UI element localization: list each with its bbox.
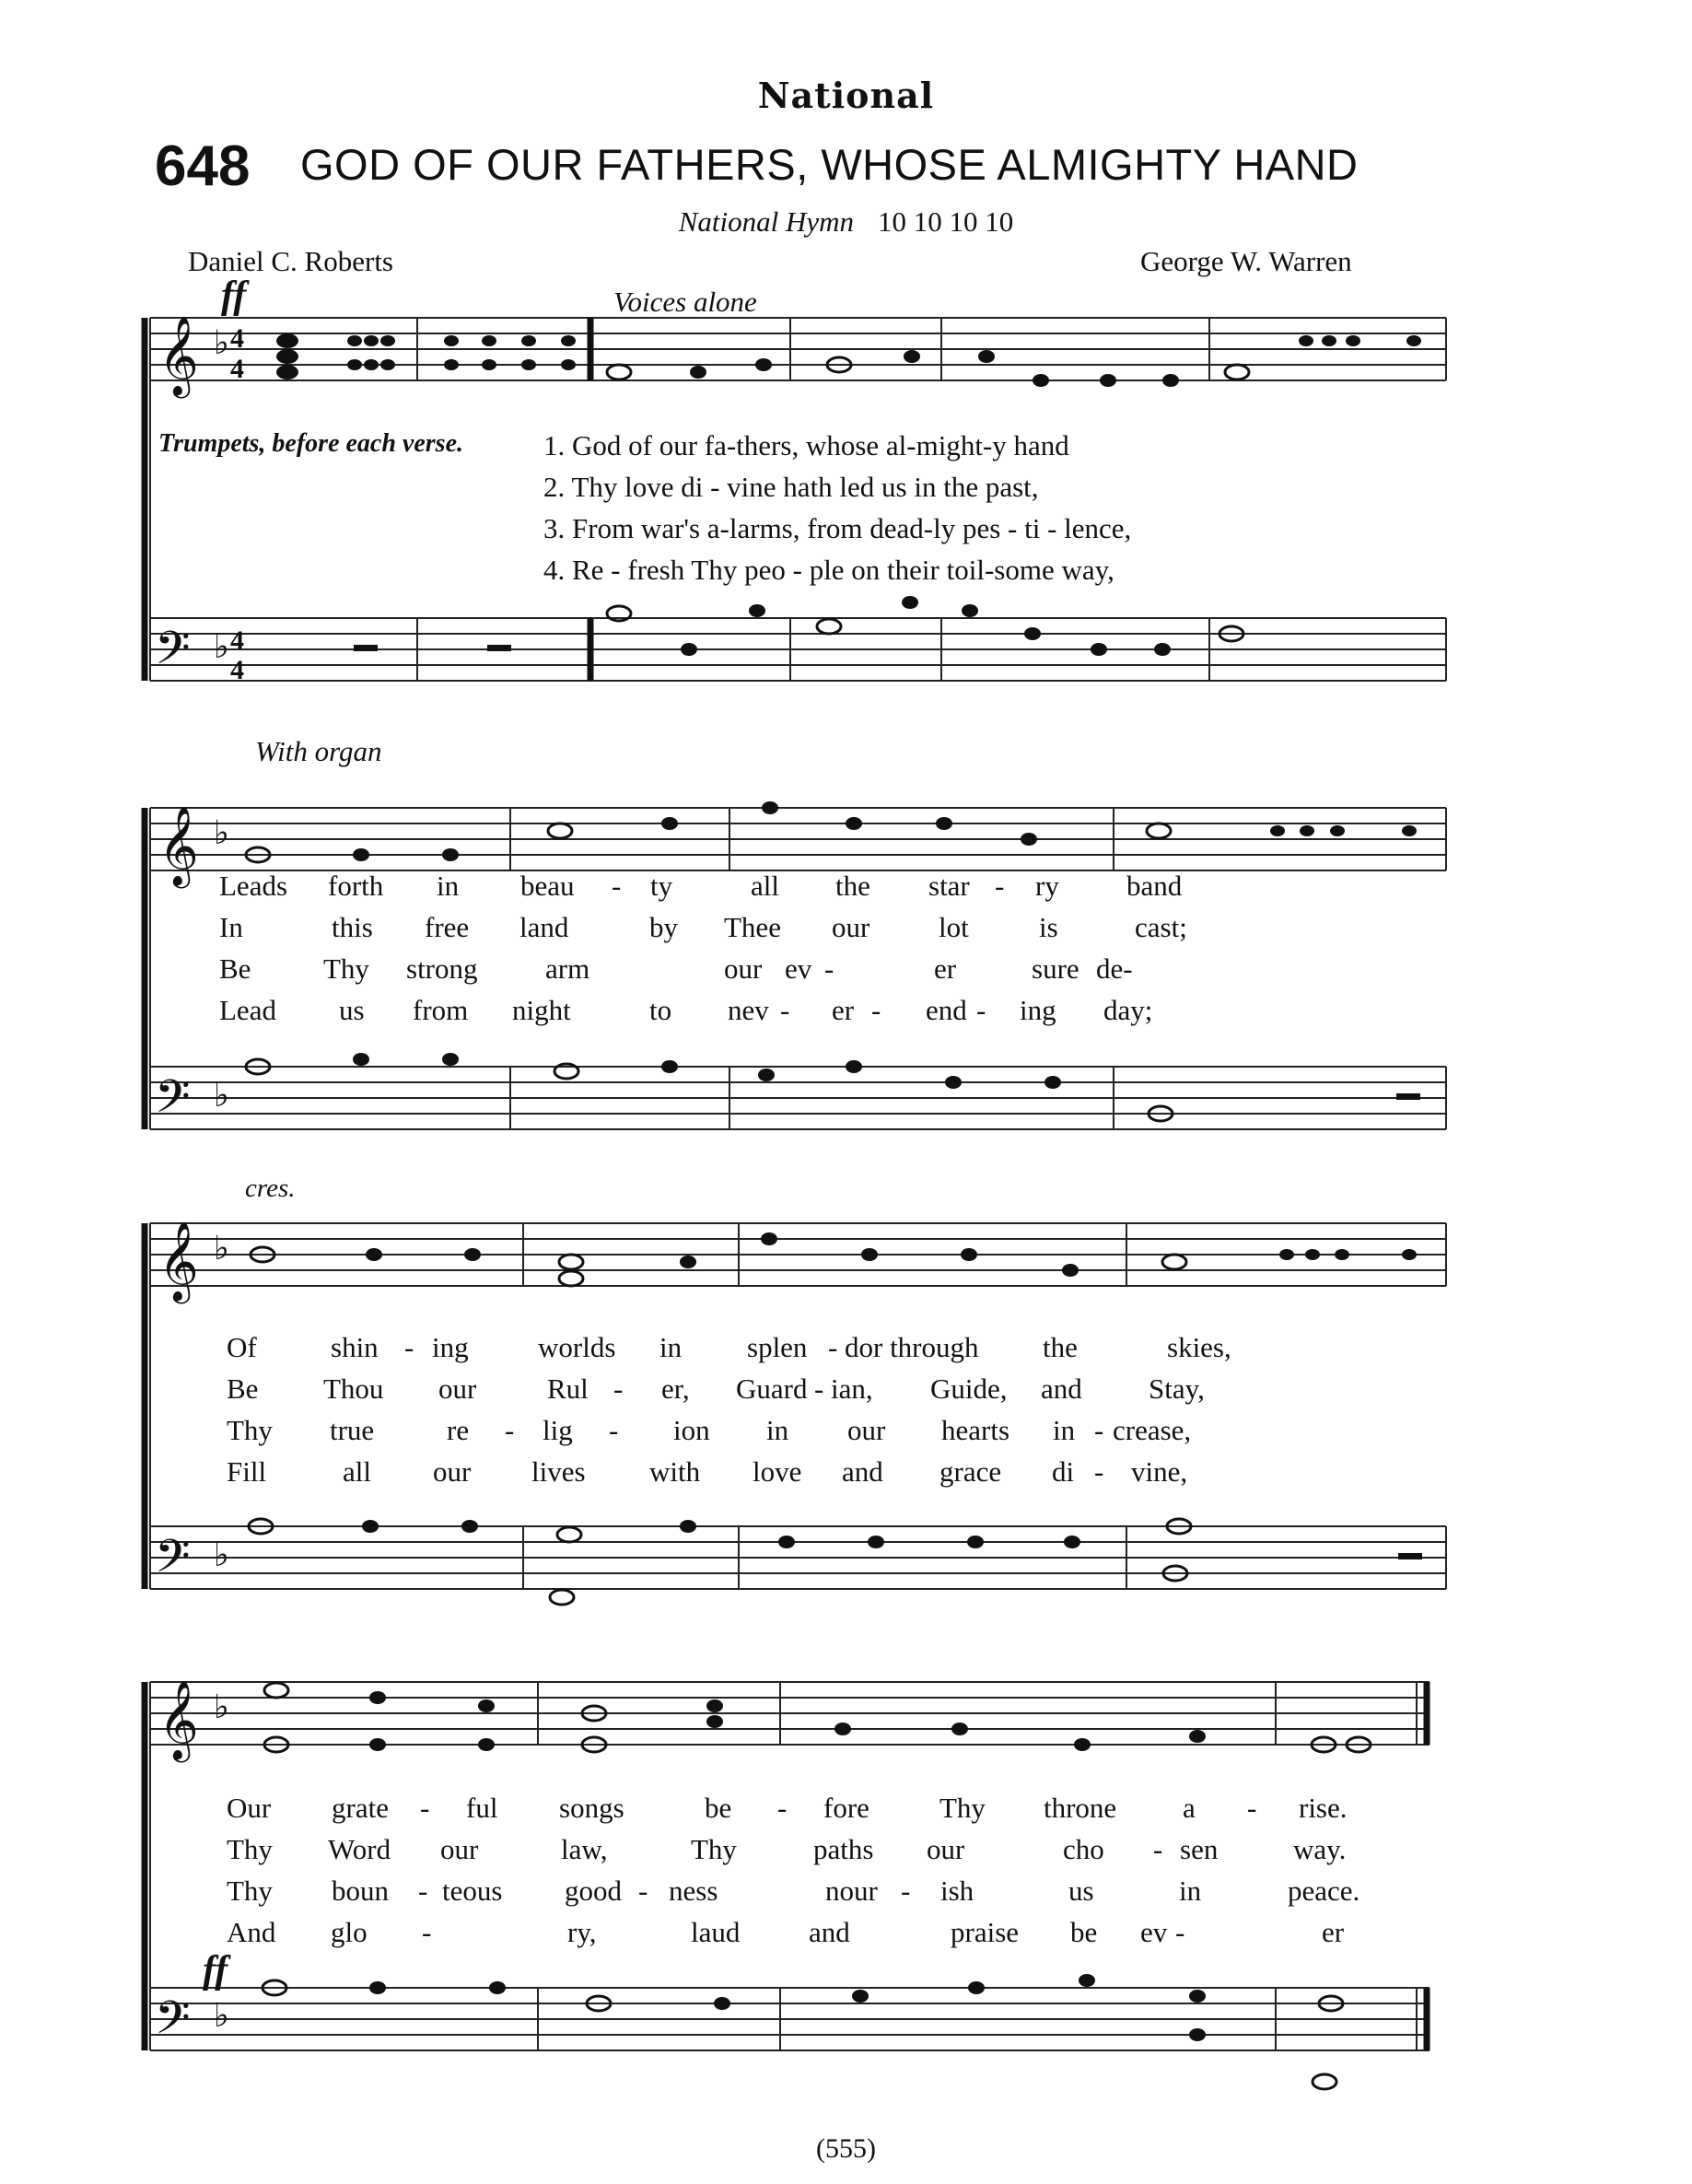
hymn-number: 648 [155,134,251,198]
svg-text:4: 4 [230,354,244,384]
treble-clef-icon: 𝄞 [158,1680,199,1759]
bass-clef-icon: 𝄢 [155,1530,191,1594]
verse-1-line-1: 1. God of our fa-thers, whose al-might-y hand [543,429,1069,461]
flat-icon: ♭ [214,814,229,852]
svg-text:4: 4 [230,625,244,656]
system-1-treble-staff [150,318,1446,380]
hymn-title: GOD OF OUR FATHERS, WHOSE ALMIGHTY HAND [300,140,1359,189]
direction-with-organ: With organ [255,735,382,767]
svg-text:4: 4 [230,655,244,685]
page-number: (555) [816,2133,876,2164]
bass-clef-icon: 𝄢 [155,1991,191,2056]
tune-line [0,207,1692,236]
system-1-bass-staff [150,618,1446,681]
system-4-treble-staff [150,1682,1429,1745]
verse-2-line-1: 2. Thy love di - vine hath led us in the past, [543,471,1039,503]
verse-4-line-1: 4. Re - fresh Thy peo - ple on their toil-some way, [543,554,1114,586]
flat-icon: ♭ [214,628,229,666]
dynamic-ff-final: ff [203,1949,228,1991]
section-heading: National [757,75,935,116]
time-signature-icon [230,323,244,685]
direction-crescendo: cres. [245,1174,296,1203]
dynamic-ff: ff [221,274,247,317]
flat-icon: ♭ [214,1077,229,1115]
system-2-bass-staff [150,1067,1446,1129]
flat-icon: ♭ [214,1536,229,1574]
system-4-bass-staff [150,1988,1429,2050]
system-2-treble-staff [150,808,1446,870]
author: Daniel C. Roberts [188,245,393,277]
flat-icon: ♭ [214,1688,229,1726]
direction-trumpets: Trumpets, before each verse. [158,429,463,458]
treble-clef-icon: 𝄞 [158,806,199,885]
tune-name: National Hymn [678,205,855,238]
flat-icon: ♭ [214,324,229,362]
system-3-treble-staff [150,1223,1446,1286]
bass-clef-icon: 𝄢 [155,1070,191,1135]
treble-clef-icon: 𝄞 [158,316,199,395]
treble-clef-icon: 𝄞 [158,1221,199,1301]
flat-icon: ♭ [214,1230,229,1267]
verse-3-line-1: 3. From war's a-larms, from dead-ly pes - ti - lence, [543,512,1132,544]
system-3-bass-staff [150,1526,1446,1589]
bass-clef-icon: 𝄢 [155,622,191,686]
direction-voices-alone: Voices alone [613,286,757,318]
svg-text:4: 4 [230,323,244,354]
flat-icon: ♭ [214,1997,229,2035]
meter: 10 10 10 10 [878,205,1014,238]
composer: George W. Warren [1140,245,1352,277]
notes-system-3 [249,1232,1417,1605]
hymnal-page: 𝄞 𝄢 ♭ ♭ 4 4 4 4 𝄞 𝄢 ♭ ♭ 𝄞 𝄢 ♭ ♭ 𝄞 𝄢 ♭ ♭ National 648 GOD OF OUR FATHERS, WHOSE ALMIGHTY HAND National Hymn 10 10 10 10 Daniel C. Roberts George W. Warren ff Voices alone Trumpets, before each verse. 1. God of our fa-thers, whose al-might-y hand 2. Thy love di - vine hath led us in the past, 3. From war's a-larms, from dead-ly pes - ti - lence, 4. Re - fresh Thy peo - ple on their toil-some way, With organ Leads forth in beau - ty all the star - ry band In this free land by Thee our lot is cast; Be Thy strong arm our ev - er sure de- Lead us from night to nev - er - end - ing day; cres. Of shin - ing worlds in splen - dor through the skies, Be Thou our Rul - er, Guard - ian, Guide, and Stay, Thy true re - lig - ion in our hearts in - crease, Fill all our lives with love and grace di - vine, Our grate - ful songs be - fore Thy throne a - rise. Thy Word our law, Thy paths our cho - sen way. Thy boun - teous good - ness nour - ish us in peace. And glo - ry, laud and praise be ev - er ff (555) [0,0,1692,2184]
